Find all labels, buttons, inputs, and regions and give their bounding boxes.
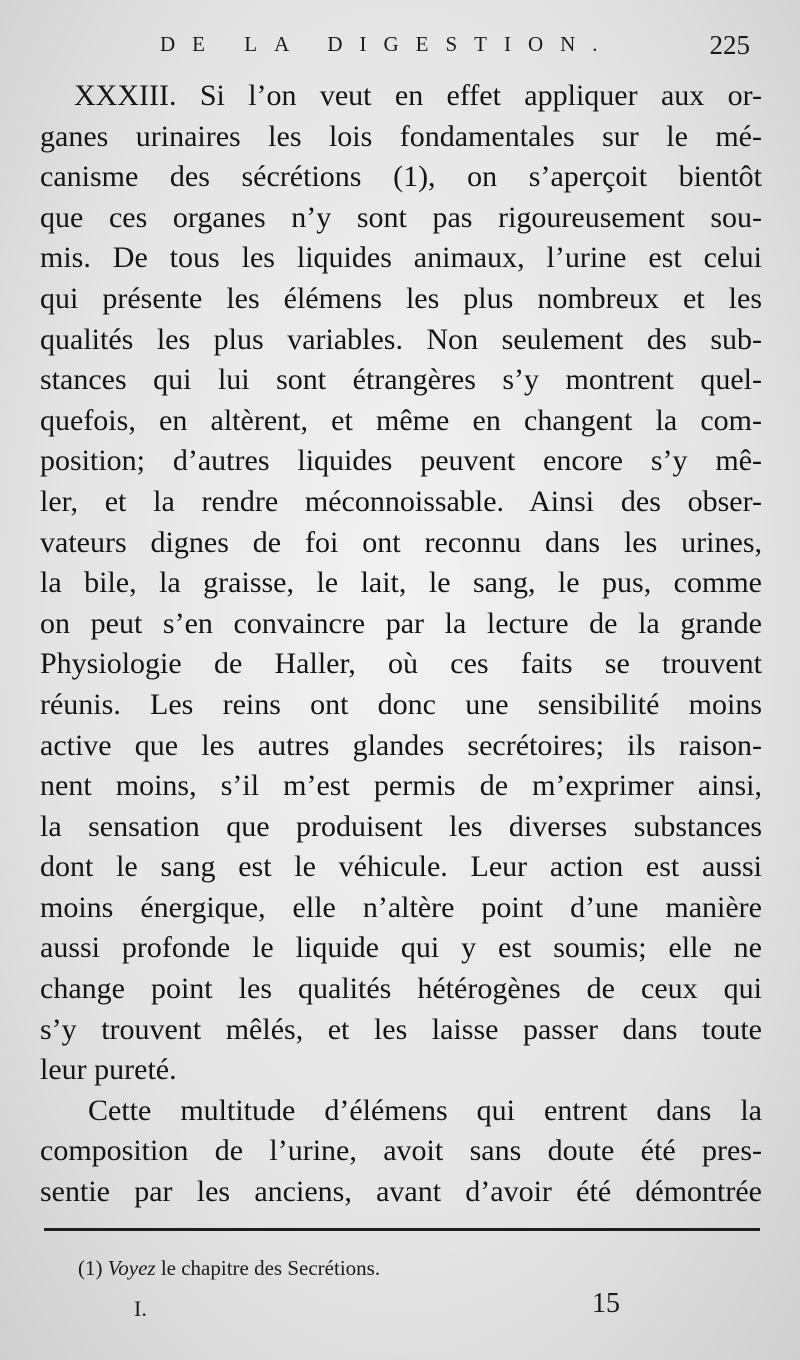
text-line: qui présente les élémens les plus nombreux et les [40,281,762,315]
footnote-marker: (1) [78,1256,103,1280]
text-line: XXXIII. Si l’on veut en effet appliquer aux or- [74,79,762,112]
text-line: s’y trouvent mêlés, et les laisse passer dans toute [40,1012,762,1046]
text-line: Cette multitude d’élémens qui entrent dans la [88,1093,762,1127]
text-line: vateurs dignes de foi ont reconnu dans les urines, [40,525,762,559]
text-line: qualités les plus variables. Non seulement des sub- [40,322,762,356]
text-line: composition de l’urine, avoit sans doute été pres- [40,1134,762,1168]
text-line: sentie par les anciens, avant d’avoir été démontrée [40,1175,762,1209]
text-line: on peut s’en convaincre par la lecture de la grande [40,606,762,640]
text-line: quefois, en altèrent, et même en changent la com- [40,403,762,437]
text-line: aussi profonde le liquide qui y est soumis; elle ne [40,931,762,965]
text-line: la sensation que produisent les diverses substances [40,809,762,843]
text-line: stances qui lui sont étrangères s’y montrent quel- [40,363,762,397]
text-line: ganes urinaires les lois fondamentales sur le mé- [40,119,762,153]
text-line: active que les autres glandes secrétoires; ils raison- [40,728,762,762]
footnote-rule [44,1228,760,1231]
text-line: réunis. Les reins ont donc une sensibilité moins [40,687,762,721]
text-line: change point les qualités hétérogènes de ceux qui [40,972,762,1006]
text-line: Physiologie de Haller, où ces faits se trouvent [40,647,762,681]
text-line: ler, et la rendre méconnoissable. Ainsi des obser- [40,484,762,518]
text-line: la bile, la graisse, le lait, le sang, le pus, comme [40,566,762,600]
page-header [150,30,750,70]
text-line: leur pureté. [40,1053,177,1087]
text-line: que ces organes n’y sont pas rigoureusement sou- [40,200,762,234]
footnote [78,1256,380,1281]
signature-mark-left: I. [134,1296,147,1321]
text-line: position; d’autres liquides peuvent encore s’y mê- [40,444,762,478]
text-line: moins énergique, elle n’altère point d’une manière [40,890,762,924]
text-line: mis. De tous les liquides animaux, l’urine est celui [40,241,762,275]
body-text [40,76,762,1213]
footnote-text: le chapitre des Secrétions. [160,1256,381,1280]
text-line: dont le sang est le véhicule. Leur action est aussi [40,850,762,884]
signature-mark-right: 15 [592,1288,620,1319]
text-line: nent moins, s’il m’est permis de m’exprimer ainsi, [40,769,762,803]
page-number: 225 [709,30,750,60]
running-head: DE LA DIGESTION. [160,32,615,56]
text-line: canisme des sécrétions (1), on s’aperçoit bientôt [40,160,762,194]
footnote-italic: Voyez [107,1256,156,1280]
